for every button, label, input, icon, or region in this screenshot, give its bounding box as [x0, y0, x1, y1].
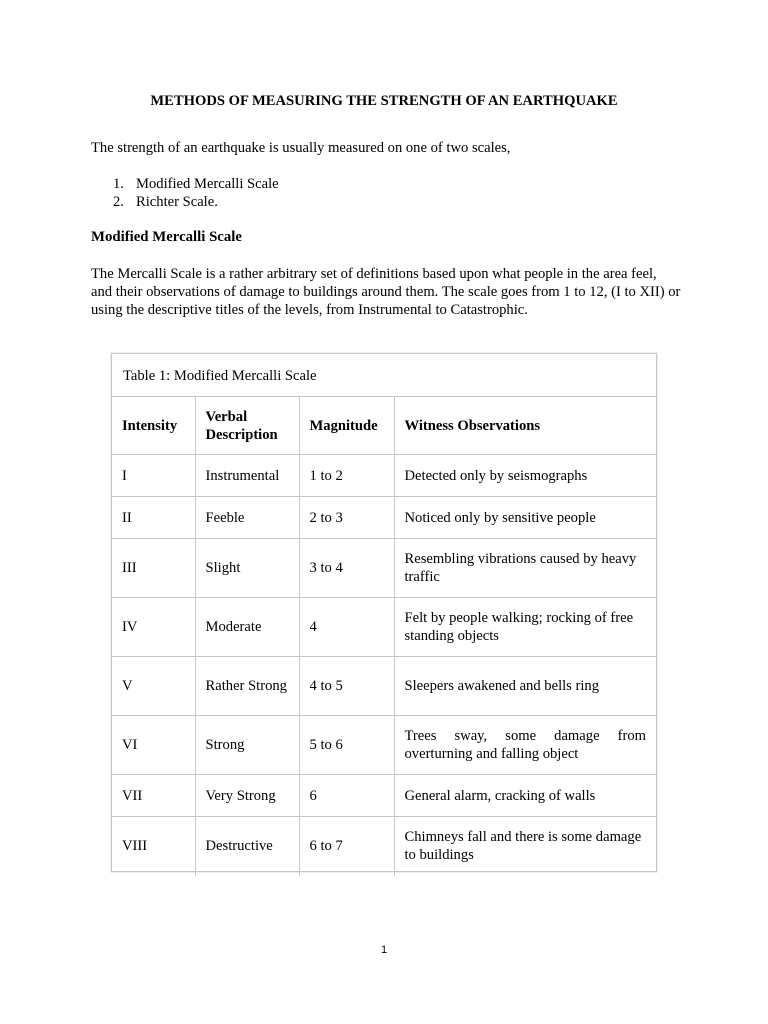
cell-witness-observations: General alarm, cracking of walls	[394, 775, 656, 817]
mercalli-table-container	[111, 353, 657, 872]
cell-verbal-description: Moderate	[195, 598, 299, 657]
cell-magnitude: 5 to 6	[299, 716, 394, 775]
table-row	[112, 455, 656, 497]
list-number: 2.	[113, 194, 124, 210]
header-intensity: Intensity	[112, 397, 195, 455]
header-verbal-description: Verbal Description	[195, 397, 299, 455]
cell-verbal-description: Strong	[195, 716, 299, 775]
list-label: Modified Mercalli Scale	[136, 176, 279, 192]
cell-witness-observations: Resembling vibrations caused by heavy traffic	[394, 539, 656, 598]
cell-magnitude: 6	[299, 775, 394, 817]
cell-magnitude: 2 to 3	[299, 497, 394, 539]
header-magnitude: Magnitude	[299, 397, 394, 455]
cell-intensity: III	[112, 539, 195, 598]
cell-witness-observations: Detected only by seismographs	[394, 455, 656, 497]
list-item	[113, 175, 279, 193]
list-number: 1.	[113, 176, 124, 192]
mercalli-table	[112, 396, 656, 876]
cell-magnitude: 1 to 2	[299, 455, 394, 497]
header-witness-observations: Witness Observations	[394, 397, 656, 455]
cell-witness-observations: Chimneys fall and there is some damage to buildings	[394, 817, 656, 876]
table-caption: Table 1: Modified Mercalli Scale	[123, 368, 317, 384]
cell-intensity: IV	[112, 598, 195, 657]
cell-intensity: VI	[112, 716, 195, 775]
table-row	[112, 817, 656, 876]
table-row	[112, 497, 656, 539]
table-row	[112, 539, 656, 598]
table-row	[112, 598, 656, 657]
intro-paragraph: The strength of an earthquake is usually measured on one of two scales,	[91, 140, 511, 156]
section-heading: Modified Mercalli Scale	[91, 229, 242, 245]
table-header-row	[112, 397, 656, 455]
cell-witness-observations: Trees sway, some damage from overturning and falling object	[394, 716, 656, 775]
table-row	[112, 775, 656, 817]
cell-verbal-description: Instrumental	[195, 455, 299, 497]
document-title: METHODS OF MEASURING THE STRENGTH OF AN EARTHQUAKE	[150, 93, 618, 109]
cell-witness-observations: Felt by people walking; rocking of free standing objects	[394, 598, 656, 657]
list-item	[113, 193, 279, 211]
cell-verbal-description: Rather Strong	[195, 657, 299, 716]
section-paragraph: The Mercalli Scale is a rather arbitrary set of definitions based upon what people in the area feel, and their observations of damage to buildings around them. The scale goes from 1 to 12, (I to XII) or using the descriptive titles of the levels, from Instrumental to Catastrophic.	[91, 266, 681, 318]
cell-witness-observations: Sleepers awakened and bells ring	[394, 657, 656, 716]
cell-intensity: I	[112, 455, 195, 497]
cell-witness-observations: Noticed only by sensitive people	[394, 497, 656, 539]
table-row	[112, 716, 656, 775]
cell-verbal-description: Feeble	[195, 497, 299, 539]
cell-magnitude: 4 to 5	[299, 657, 394, 716]
cell-intensity: II	[112, 497, 195, 539]
cell-magnitude: 3 to 4	[299, 539, 394, 598]
table-row	[112, 657, 656, 716]
cell-magnitude: 4	[299, 598, 394, 657]
page-number: 1	[380, 944, 388, 956]
cell-verbal-description: Destructive	[195, 817, 299, 876]
cell-verbal-description: Very Strong	[195, 775, 299, 817]
scales-list	[113, 175, 279, 211]
cell-intensity: VII	[112, 775, 195, 817]
cell-intensity: V	[112, 657, 195, 716]
list-label: Richter Scale.	[136, 194, 218, 210]
cell-intensity: VIII	[112, 817, 195, 876]
cell-verbal-description: Slight	[195, 539, 299, 598]
cell-magnitude: 6 to 7	[299, 817, 394, 876]
